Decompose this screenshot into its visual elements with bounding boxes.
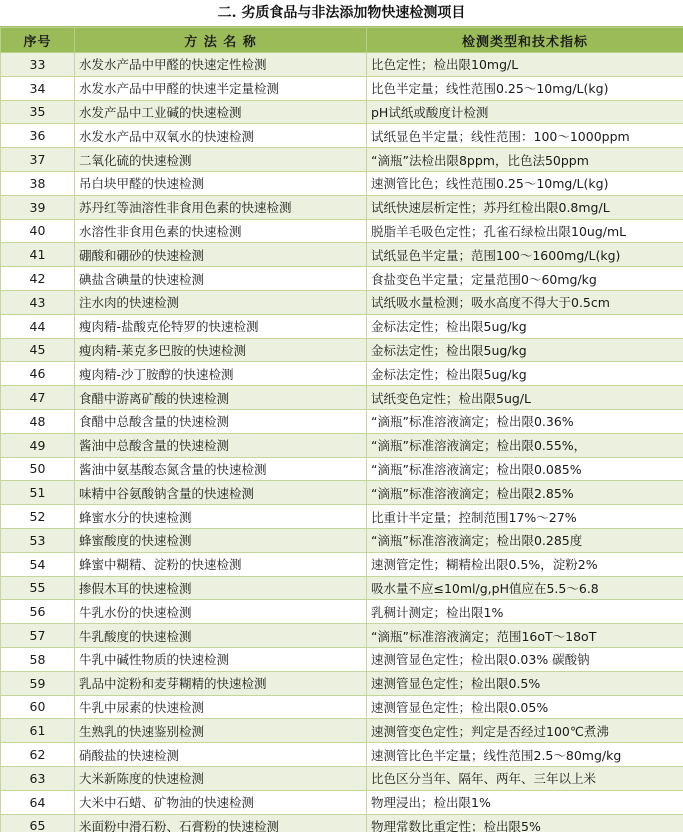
table-row [1, 790, 683, 814]
row-spec: 金标法定性；检出限5ug/kg [367, 338, 683, 362]
table-row [1, 362, 683, 386]
header-row [1, 28, 683, 53]
table-body [1, 53, 683, 832]
table-row [1, 243, 683, 267]
table-row [1, 743, 683, 767]
row-number: 65 [1, 814, 75, 832]
detection-items-table [0, 27, 683, 832]
row-method: 水发产品中工业碱的快速检测 [75, 100, 367, 124]
table-row [1, 433, 683, 457]
table-title: 二. 劣质食品与非法添加物快速检测项目 [0, 0, 683, 27]
row-number: 63 [1, 766, 75, 790]
table-row [1, 124, 683, 148]
row-number: 52 [1, 505, 75, 529]
row-spec: “滴瓶”标准溶液滴定；检出限0.285度 [367, 528, 683, 552]
row-method: 二氧化硫的快速检测 [75, 148, 367, 172]
row-spec: 速测管定性；糊精检出限0.5%，淀粉2% [367, 552, 683, 576]
row-spec: 比重计半定量；控制范围17%～27% [367, 505, 683, 529]
row-spec: 比色定性；检出限10mg/L [367, 53, 683, 77]
table-row [1, 409, 683, 433]
row-spec: “滴瓶”标准溶液滴定；检出限2.85% [367, 481, 683, 505]
row-spec: 试纸显色半定量；范围100～1600mg/L(kg) [367, 243, 683, 267]
row-method: 水发水产品中甲醛的快速定性检测 [75, 53, 367, 77]
table-row [1, 195, 683, 219]
row-spec: 速测管比色半定量；线性范围2.5～80mg/kg [367, 743, 683, 767]
row-method: 大米中石蜡、矿物油的快速检测 [75, 790, 367, 814]
row-method: 注水肉的快速检测 [75, 290, 367, 314]
row-method: 牛乳水份的快速检测 [75, 600, 367, 624]
row-number: 51 [1, 481, 75, 505]
table-row [1, 624, 683, 648]
row-number: 50 [1, 457, 75, 481]
row-spec: 速测管显色定性；检出限0.5% [367, 671, 683, 695]
row-spec: “滴瓶”法检出限8ppm，比色法50ppm [367, 148, 683, 172]
table-row [1, 552, 683, 576]
row-method: 乳品中淀粉和麦芽糊精的快速检测 [75, 671, 367, 695]
table-row [1, 267, 683, 291]
row-number: 33 [1, 53, 75, 77]
row-method: 瘦肉精-沙丁胺醇的快速检测 [75, 362, 367, 386]
row-method: 瘦肉精-莱克多巴胺的快速检测 [75, 338, 367, 362]
table-row [1, 171, 683, 195]
row-method: 碘盐含碘量的快速检测 [75, 267, 367, 291]
row-spec: “滴瓶”标准溶液滴定；检出限0.085% [367, 457, 683, 481]
row-spec: 比色半定量；线性范围0.25～10mg/L(kg) [367, 76, 683, 100]
row-spec: 食盐变色半定量；定量范围0～60mg/kg [367, 267, 683, 291]
table-row [1, 814, 683, 832]
row-method: 大米新陈度的快速检测 [75, 766, 367, 790]
row-method: 蜂蜜酸度的快速检测 [75, 528, 367, 552]
row-spec: 脱脂羊毛吸色定性；孔雀石绿检出限10ug/mL [367, 219, 683, 243]
row-number: 60 [1, 695, 75, 719]
table-row [1, 647, 683, 671]
row-number: 44 [1, 314, 75, 338]
table-row [1, 76, 683, 100]
row-spec: “滴瓶”标准溶液滴定；检出限0.55%， [367, 433, 683, 457]
row-method: 牛乳中碱性物质的快速检测 [75, 647, 367, 671]
table-row [1, 457, 683, 481]
table-row [1, 576, 683, 600]
table-row [1, 671, 683, 695]
row-method: 掺假木耳的快速检测 [75, 576, 367, 600]
row-method: 硼酸和硼砂的快速检测 [75, 243, 367, 267]
row-method: 瘦肉精-盐酸克伦特罗的快速检测 [75, 314, 367, 338]
header-method: 方 法 名 称 [75, 28, 367, 53]
table-row [1, 766, 683, 790]
table-row [1, 505, 683, 529]
row-number: 56 [1, 600, 75, 624]
row-spec: 金标法定性；检出限5ug/kg [367, 362, 683, 386]
row-number: 45 [1, 338, 75, 362]
table-row [1, 481, 683, 505]
row-spec: “滴瓶”标准溶液滴定；范围16oT～18oT [367, 624, 683, 648]
row-method: 水发水产品中甲醛的快速半定量检测 [75, 76, 367, 100]
row-number: 43 [1, 290, 75, 314]
row-number: 64 [1, 790, 75, 814]
row-method: 苏丹红等油溶性非食用色素的快速检测 [75, 195, 367, 219]
row-method: 味精中谷氨酸钠含量的快速检测 [75, 481, 367, 505]
row-method: 酱油中氨基酸态氮含量的快速检测 [75, 457, 367, 481]
row-number: 54 [1, 552, 75, 576]
table-row [1, 314, 683, 338]
row-number: 38 [1, 171, 75, 195]
row-method: 水发水产品中双氧水的快速检测 [75, 124, 367, 148]
table-row [1, 100, 683, 124]
header-spec: 检测类型和技术指标 [367, 28, 683, 53]
row-number: 42 [1, 267, 75, 291]
row-number: 59 [1, 671, 75, 695]
row-method: 食醋中游离矿酸的快速检测 [75, 386, 367, 410]
row-method: 蜂蜜水分的快速检测 [75, 505, 367, 529]
row-spec: 试纸显色半定量；线性范围：100～1000ppm [367, 124, 683, 148]
row-spec: 速测管比色；线性范围0.25～10mg/L(kg) [367, 171, 683, 195]
table-row [1, 386, 683, 410]
row-number: 55 [1, 576, 75, 600]
row-number: 61 [1, 719, 75, 743]
table-row [1, 719, 683, 743]
row-spec: 金标法定性；检出限5ug/kg [367, 314, 683, 338]
row-method: 牛乳中尿素的快速检测 [75, 695, 367, 719]
row-method: 食醋中总酸含量的快速检测 [75, 409, 367, 433]
row-number: 37 [1, 148, 75, 172]
row-number: 49 [1, 433, 75, 457]
row-number: 39 [1, 195, 75, 219]
row-spec: 物理常数比重定性；检出限5% [367, 814, 683, 832]
row-method: 牛乳酸度的快速检测 [75, 624, 367, 648]
row-number: 57 [1, 624, 75, 648]
table-row [1, 53, 683, 77]
table-row [1, 528, 683, 552]
row-method: 硝酸盐的快速检测 [75, 743, 367, 767]
row-method: 水溶性非食用色素的快速检测 [75, 219, 367, 243]
table-row [1, 600, 683, 624]
row-number: 62 [1, 743, 75, 767]
row-number: 34 [1, 76, 75, 100]
row-spec: “滴瓶”标准溶液滴定；检出限0.36% [367, 409, 683, 433]
table-row [1, 219, 683, 243]
row-spec: 比色区分当年、隔年、两年、三年以上米 [367, 766, 683, 790]
row-method: 生熟乳的快速鉴别检测 [75, 719, 367, 743]
row-number: 53 [1, 528, 75, 552]
row-method: 米面粉中滑石粉、石膏粉的快速检测 [75, 814, 367, 832]
row-spec: 吸水量不应≤10ml/g,pH值应在5.5～6.8 [367, 576, 683, 600]
row-number: 36 [1, 124, 75, 148]
table-row [1, 148, 683, 172]
row-method: 吊白块甲醛的快速检测 [75, 171, 367, 195]
row-spec: 试纸吸水量检测；吸水高度不得大于0.5cm [367, 290, 683, 314]
header-no: 序号 [1, 28, 75, 53]
row-spec: 物理浸出；检出限1% [367, 790, 683, 814]
row-number: 46 [1, 362, 75, 386]
row-number: 41 [1, 243, 75, 267]
row-spec: 乳稠计测定；检出限1% [367, 600, 683, 624]
row-number: 47 [1, 386, 75, 410]
row-spec: 试纸快速层析定性；苏丹红检出限0.8mg/L [367, 195, 683, 219]
table-row [1, 290, 683, 314]
row-number: 48 [1, 409, 75, 433]
row-method: 蜂蜜中糊精、淀粉的快速检测 [75, 552, 367, 576]
row-spec: 试纸变色定性；检出限5ug/L [367, 386, 683, 410]
row-number: 40 [1, 219, 75, 243]
table-row [1, 338, 683, 362]
table-row [1, 695, 683, 719]
row-method: 酱油中总酸含量的快速检测 [75, 433, 367, 457]
row-number: 58 [1, 647, 75, 671]
row-spec: 速测管显色定性；检出限0.05% [367, 695, 683, 719]
row-number: 35 [1, 100, 75, 124]
row-spec: pH试纸或酸度计检测 [367, 100, 683, 124]
row-spec: 速测管显色定性；检出限0.03% 碳酸钠 [367, 647, 683, 671]
row-spec: 速测管变色定性；判定是否经过100℃煮沸 [367, 719, 683, 743]
